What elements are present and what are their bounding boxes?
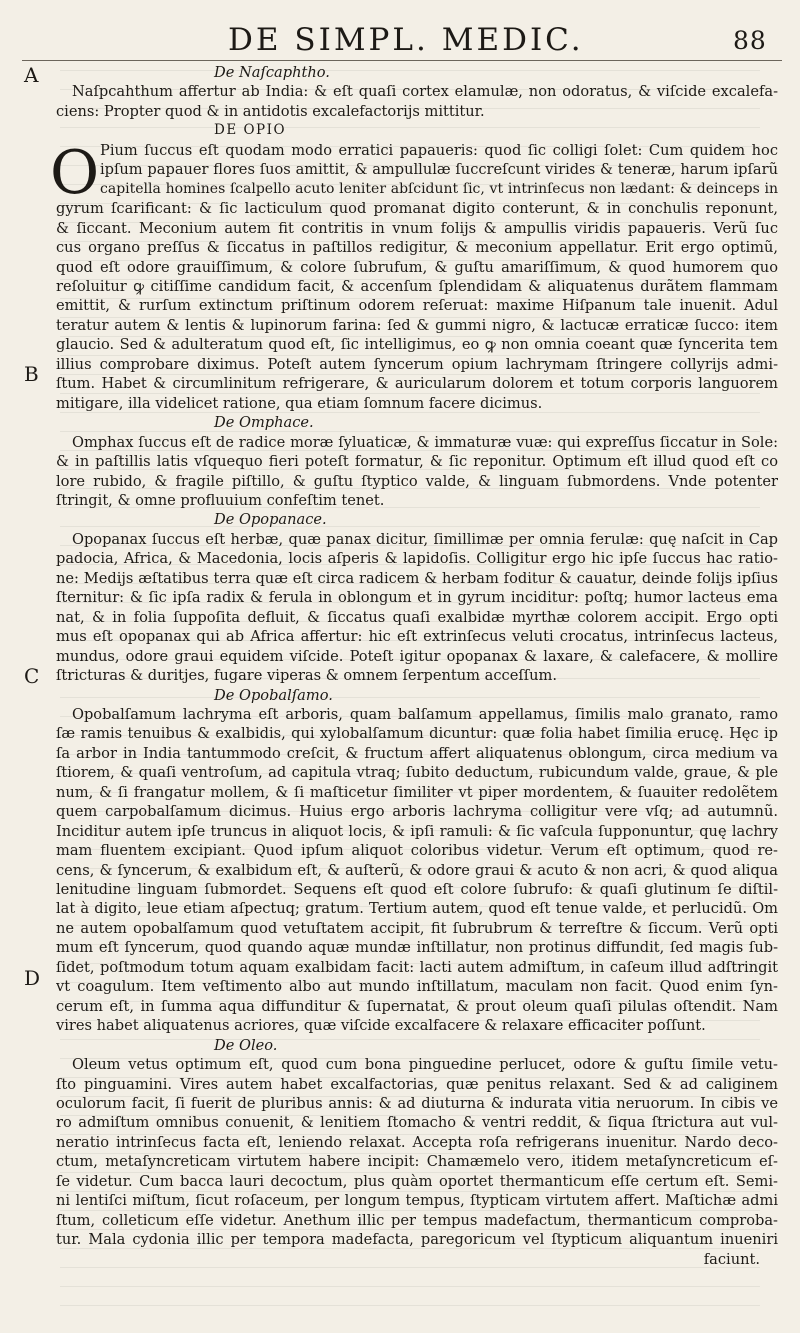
text-line: ſe videtur. Cum bacca lauri decoctum, plus quàm oportet thermanticum eſſe certum eſt. Semi- bbox=[56, 1172, 778, 1190]
text-line: emittit, & rurſum extinctum priſtinum odorem reſeruat: maxime Hiſpanum tale inuenit. Adul bbox=[56, 297, 778, 315]
text-line: cus organo preſſus & ſiccatus in paſtillos redigitur, & meconium appellatur. Erit ergo optimũ, bbox=[56, 239, 778, 257]
text-line: ciens: Propter quod & in antidotis excalefactorijs mittitur. bbox=[56, 102, 485, 120]
section-opio bbox=[50, 121, 778, 413]
section-heading: De Naſcaphtho. bbox=[214, 64, 330, 81]
text-line: Omphax ſuccus eſt de radice moræ ſyluaticæ, & immaturæ vuæ: qui expreſſus ſiccatur in Sole: bbox=[72, 433, 778, 451]
text-line: ipſum papauer flores ſuos amittit, & ampullulæ ſuccreſcunt virides & teneræ, harum ipſarũ bbox=[100, 161, 778, 179]
text-line: & in paſtillis latis vſquequo fieri poteſt formatur, & ſic reponitur. Optimum eſt illud quod eſt co bbox=[56, 453, 778, 471]
text-line: vires habet aliquatenus acriores, quæ viſcide excalfacere & relaxare efficaciter poſſunt. bbox=[56, 1017, 706, 1035]
text-line: mam fluentem excipiant. Quod ipſum aliquot coloribus videtur. Verum eſt optimum, quod re- bbox=[56, 842, 778, 860]
text-line: cerum eſt, in ſumma aqua diffunditur & ſupernatat, & prout oleum quaſi pilulas oſtendit. Nam bbox=[56, 997, 778, 1015]
text-line: mitigare, illa videlicet ratione, qua etiam ſomnum facere dicimus. bbox=[56, 394, 543, 412]
running-header bbox=[0, 14, 800, 58]
text-line: lat à digito, leue etiam aſpectuq; gratum. Tertium autem, quod eſt tenue valde, et perlucidũ. Om bbox=[56, 900, 778, 918]
text-line: Naſpcahthum affertur ab India: & eſt quaſi cortex elamulæ, non odoratus, & viſcide excalefa- bbox=[72, 83, 778, 101]
margin-letter-a: A bbox=[24, 63, 39, 87]
text-line: Inciditur autem ipſe truncus in aliquot locis, & ipſi ramuli: & ſic vaſcula ſupponuntur, quę lachry bbox=[56, 822, 778, 840]
section-heading: De Omphace. bbox=[214, 414, 314, 432]
text-line: ne autem opobalſamum quod vetuſtatem accipit, fit ſubrubrum & terreſtre & ſiccum. Verũ opti bbox=[56, 919, 778, 937]
text-line: lenitudine linguam ſubmordet. Sequens eſt quod eſt colore ſubrufo: & quaſi glutinum ſe diſtil- bbox=[56, 881, 778, 899]
text-line: mum eſt ſyncerum, quod quando aquæ mundæ inſtillatur, non protinus diffundit, ſed magis ſub- bbox=[56, 939, 778, 957]
text-line: ſtum. Habet & circumlinitum refrigerare, & auricularum dolorem et totum corporis languorem bbox=[56, 375, 778, 393]
text-line: Opobalſamum lachryma eſt arboris, quam balſamum appellamus, ſimilis malo granato, ramo bbox=[72, 705, 778, 723]
text-line: lore rubido, & fragile piſtillo, & guſtu ſtyptico valde, & linguam ſubmordens. Vnde potenter bbox=[56, 472, 778, 490]
running-title: DE SIMPL. MEDIC. bbox=[228, 22, 584, 58]
text-line: vt coagulum. Item veſtimento albo aut mundo inſtillatum, maculam non facit. Quod enim ſyn- bbox=[56, 978, 778, 996]
text-line: num, & ſi frangatur mollem, & ſi maſticetur ſimiliter vt piper mordentem, & ſuauiter redolẽtem bbox=[56, 783, 778, 801]
drop-cap: O bbox=[50, 137, 100, 208]
text-line: neratio intrinſecus facta eſt, leniendo relaxat. Accepta roſa refrigerans inuenitur. Nardo deco- bbox=[56, 1133, 778, 1151]
section-opopanace bbox=[56, 510, 778, 685]
text-line: tur. Mala cydonia illic per tempora madefacta, paregoricum vel ſtypticum aliquantum inueniri bbox=[56, 1231, 778, 1249]
text-line: ſtringit, & omne profluuium confeſtim tenet. bbox=[56, 491, 385, 509]
text-line: gyrum ſcarificant: & ſic lacticulum quod promanat digito conterunt, & in conchulis reponunt, bbox=[56, 200, 778, 218]
page-number: 88 bbox=[733, 26, 767, 55]
text-line: ſternitur: & ſic ipſa radix & ferula in oblongum et in gyrum inciditur: poſtq; humor lacteus ema bbox=[56, 589, 778, 607]
text-line: padocia, Africa, & Macedonia, locis aſperis & lapidoſis. Colligitur ergo hic ipſe ſuccus hac ratio- bbox=[56, 550, 778, 568]
text-line: quem carpobalſamum dicimus. Huius ergo arboris lachryma colligitur vere vſq; ad autumnũ. bbox=[56, 803, 778, 821]
section-omphace bbox=[56, 413, 778, 510]
text-line: quod eſt odore grauiſſimum, & colore ſubrufum, & guſtu amariſſimum, & quod humorem quo bbox=[56, 258, 778, 276]
header-rule bbox=[22, 60, 782, 61]
text-line: ctum, metaſyncreticam virtutem habere incipit: Chamæmelo vero, itidem metaſyncreticum eſ- bbox=[56, 1153, 778, 1171]
margin-letter-c: C bbox=[24, 664, 40, 688]
drop-cap-block bbox=[50, 137, 778, 208]
section-opobalsamo bbox=[56, 686, 778, 1036]
section-heading: De Opopanace. bbox=[214, 511, 327, 529]
text-line: Oleum vetus optimum eſt, quod cum bona pinguedine perlucet, odore & guſtu ſimile vetu- bbox=[72, 1056, 778, 1074]
text-line: mus eſt opopanax qui ab Africa affertur: hic eſt extrinſecus veluti crocatus, intrinſecus lacteus, bbox=[56, 628, 778, 646]
text-line: oculorum facit, ſi fuerit de pluribus annis: & ad diuturna & indurata vitia neruorum. In cibis ve bbox=[56, 1095, 778, 1113]
text-body bbox=[50, 63, 778, 1269]
text-line: ni lentiſci miſtum, ſicut roſaceum, per longum tempus, ſtypticam virtutem affert. Maſtichæ admi bbox=[56, 1192, 778, 1210]
text-line: glaucio. Sed & adulteratum quod eſt, ſic intelligimus, eo ꝙ non omnia coeant quæ ſyncerita tem bbox=[56, 336, 778, 354]
text-line: Pium ſuccus eſt quodam modo erratici papaueris: quod ſic colligi ſolet: Cum quidem hoc bbox=[100, 141, 778, 159]
text-line: mundus, odore graui equidem viſcide. Poteſt igitur opopanax & laxare, & calefacere, & mollire bbox=[56, 647, 778, 665]
text-line: ſa arbor in India tantummodo creſcit, & fructum affert aliquatenus oblongum, circa medium va bbox=[56, 744, 778, 762]
text-line: ſtricturas & duritjes, fugare viperas & omnem ſerpentum acceſſum. bbox=[56, 667, 558, 685]
text-line: Opopanax ſuccus eſt herbæ, quæ panax dicitur, ſimillimæ per omnia ferulæ: quę naſcit in Cap bbox=[72, 530, 778, 548]
text-line: faciunt. bbox=[703, 1250, 760, 1268]
text-line: ſtiorem, & quaſi ventroſum, ad capitula vtraq; ſubito deductum, rubicundum valde, graue, & ple bbox=[56, 764, 778, 782]
text-line: ſidet, poſtmodum totum aquam exalbidam facit: lacti autem admiſtum, in caſeum illud adſtringit bbox=[56, 958, 778, 976]
section-oleo bbox=[56, 1036, 778, 1269]
text-line: ne: Medijs æſtatibus terra quæ eſt circa radicem & herbam foditur & cauatur, deinde folijs ipſius bbox=[56, 569, 778, 587]
section-heading: DE OPIO bbox=[214, 122, 287, 139]
text-line: capitella homines ſcalpello acuto leniter abſcidunt ſic, vt intrinſecus non lædant: & deinceps in bbox=[100, 180, 778, 197]
section-heading: De Opobalſamo. bbox=[214, 686, 333, 704]
margin-letter-b: B bbox=[24, 362, 39, 386]
text-line: ſtum, colleticum eſſe videtur. Anethum illic per tempus madefactum, thermanticum comproba- bbox=[56, 1211, 778, 1229]
text-line: cens, & ſyncerum, & exalbidum eſt, & auſterũ, & odore graui & acuto & non acri, & quod aliqua bbox=[56, 861, 778, 879]
text-line: ro admiſtum omnibus conuenit, & lenitiem ſtomacho & ventri reddit, & ſiqua ſtrictura aut vul- bbox=[56, 1114, 778, 1132]
text-line: & ſiccant. Meconium autem fit contritis in vnum folijs & ampullis viridis papaueris. Verũ ſuc bbox=[56, 219, 778, 237]
text-line: ſæ ramis tenuibus & exalbidis, qui xylobalſamum dicuntur: quæ folia habet ſimilia erucę. Hęc ip bbox=[56, 725, 778, 743]
section-heading: De Oleo. bbox=[214, 1036, 278, 1054]
text-line: nat, & in folia ſuppoſita defluit, & ſiccatus quaſi exalbidæ myrthæ colorem accipit. Ergo opti bbox=[56, 608, 778, 626]
text-line: teratur autem & lentis & lupinorum farina: ſed & gummi nigro, & lactucæ erraticæ ſucco: item bbox=[56, 316, 778, 334]
text-line: illius comprobare diximus. Poteſt autem ſyncerum opium lachrymam ſtringere collyrijs admi- bbox=[56, 355, 778, 373]
text-line: ſto pinguamini. Vires autem habet excalfactorias, quæ penitus relaxant. Sed & ad caliginem bbox=[56, 1075, 778, 1093]
margin-letter-d: D bbox=[24, 966, 41, 990]
text-line: reſoluitur ꝙ citiſſime candidum facit, & accenſum ſplendidam & aliquatenus durãtem flammam bbox=[56, 277, 778, 295]
section-nascaphtho bbox=[56, 63, 778, 121]
